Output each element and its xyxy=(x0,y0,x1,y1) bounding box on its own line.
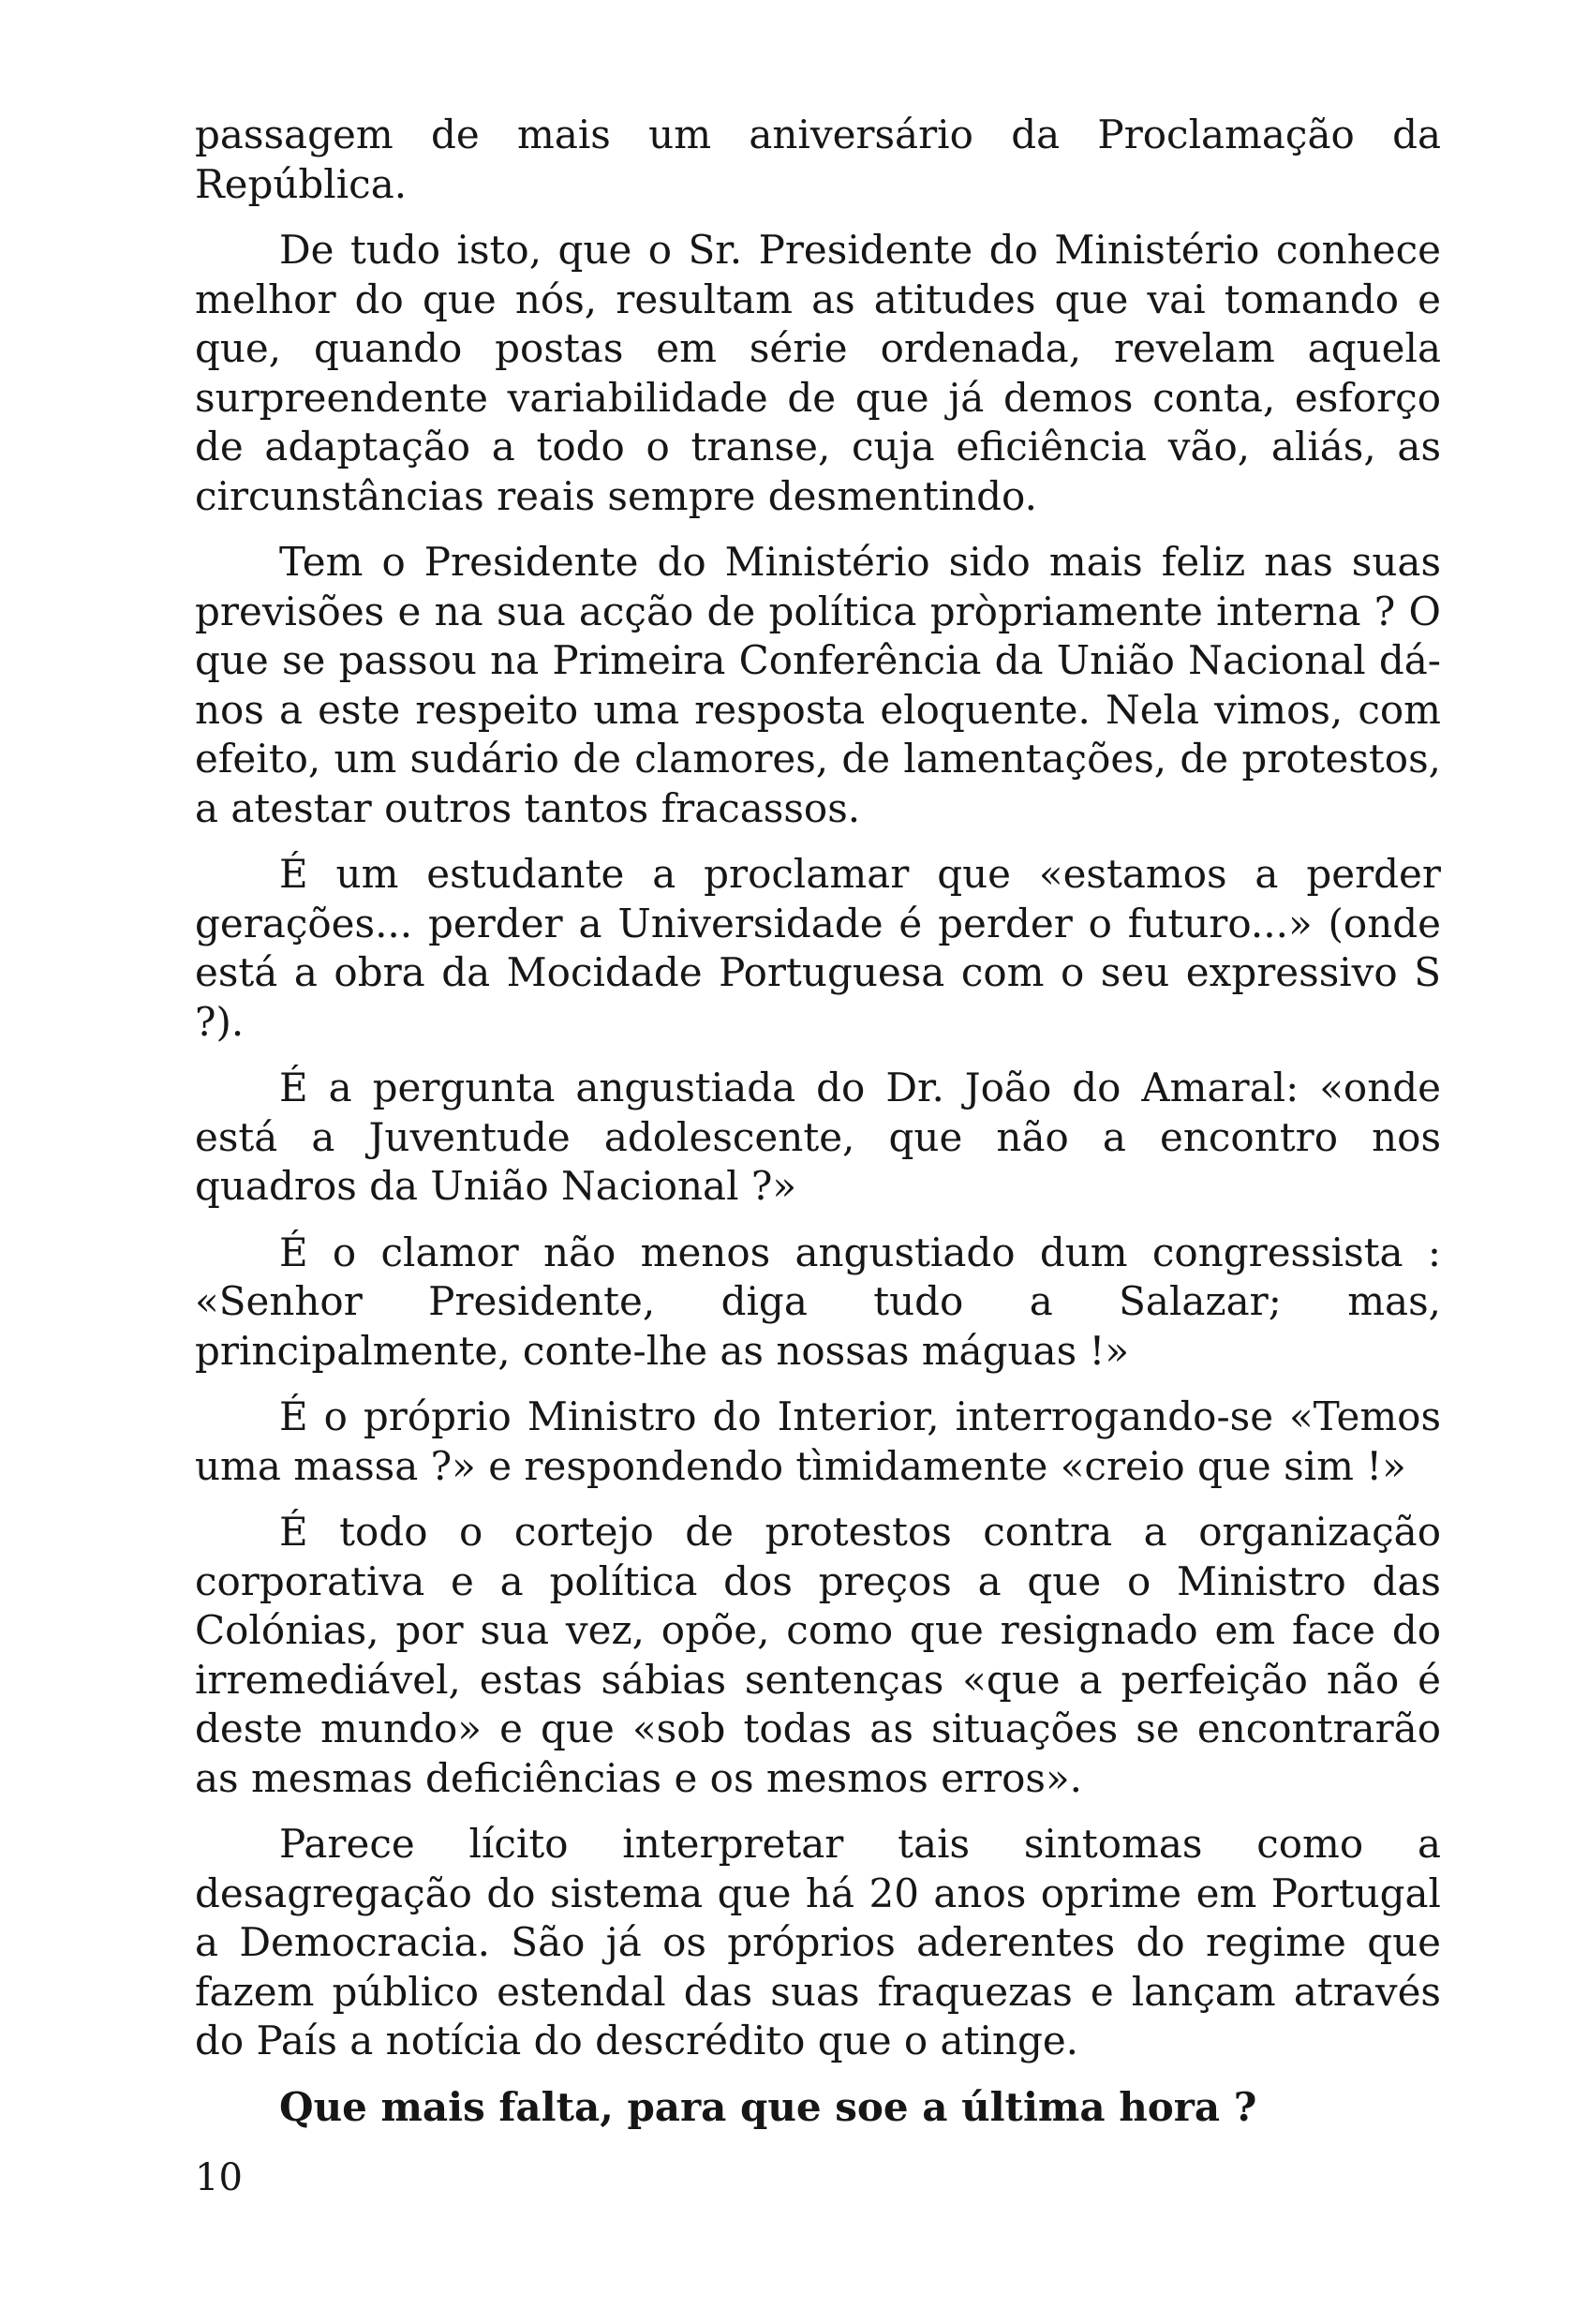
paragraph-4: É um estudante a proclamar que «estamos a perder gerações... perder a Universidade é perder o futuro...» (onde está a obra da Mocidade Portuguesa com o seu expressivo S ?). xyxy=(195,851,1441,1045)
page-body xyxy=(195,111,1441,2149)
paragraph-9: Parece lícito interpretar tais sintomas como a desagregação do sistema que há 20 anos oprime em Portugal a Democracia. São já os próprios aderentes do regime que fazem público estendal das suas fraquezas e lançam através do País a notícia do descrédito que o atinge. xyxy=(195,1821,1441,2063)
paragraph-3: Tem o Presidente do Ministério sido mais feliz nas suas previsões e na sua acção de política pròpriamente interna ? O que se passou na Primeira Conferência da União Nacional dá-nos a este respeito uma resposta eloquente. Nela vimos, com efeito, um sudário de clamores, de lamentações, de protestos, a atestar outros tantos fracassos. xyxy=(195,539,1441,831)
paragraph-8: É todo o cortejo de protestos contra a organização corporativa e a política dos preços a que o Ministro das Colónias, por sua vez, opõe, como que resignado em face do irremediável, estas sábias sentenças «que a perfeição não é deste mundo» e que «sob todas as situações se encontrarão as mesmas deficiências e os mesmos erros». xyxy=(195,1509,1441,1801)
paragraph-7: É o próprio Ministro do Interior, interrogando-se «Temos uma massa ?» e respondendo tìmidamente «creio que sim !» xyxy=(195,1393,1441,1489)
page-number: 10 xyxy=(195,2156,243,2199)
paragraph-5: É a pergunta angustiada do Dr. João do Amaral: «onde está a Juventude adolescente, que não a encontro nos quadros da União Nacional ?» xyxy=(195,1065,1441,1209)
paragraph-2: De tudo isto, que o Sr. Presidente do Ministério conhece melhor do que nós, resultam as atitudes que vai tomando e que, quando postas em série ordenada, revelam aquela surpreendente variabilidade de que já demos conta, esforço de adaptação a todo o transe, cuja eficiência vão, aliás, as circunstâncias reais sempre desmentindo. xyxy=(195,227,1441,519)
paragraph-final-question: Que mais falta, para que soe a última hora ? xyxy=(279,2083,1257,2130)
paragraph-6: É o clamor não menos angustiado dum congressista : «Senhor Presidente, diga tudo a Salazar; mas, principalmente, conte-lhe as nossas máguas !» xyxy=(195,1229,1441,1374)
paragraph-1: passagem de mais um aniversário da Proclamação da República. xyxy=(195,112,1441,207)
